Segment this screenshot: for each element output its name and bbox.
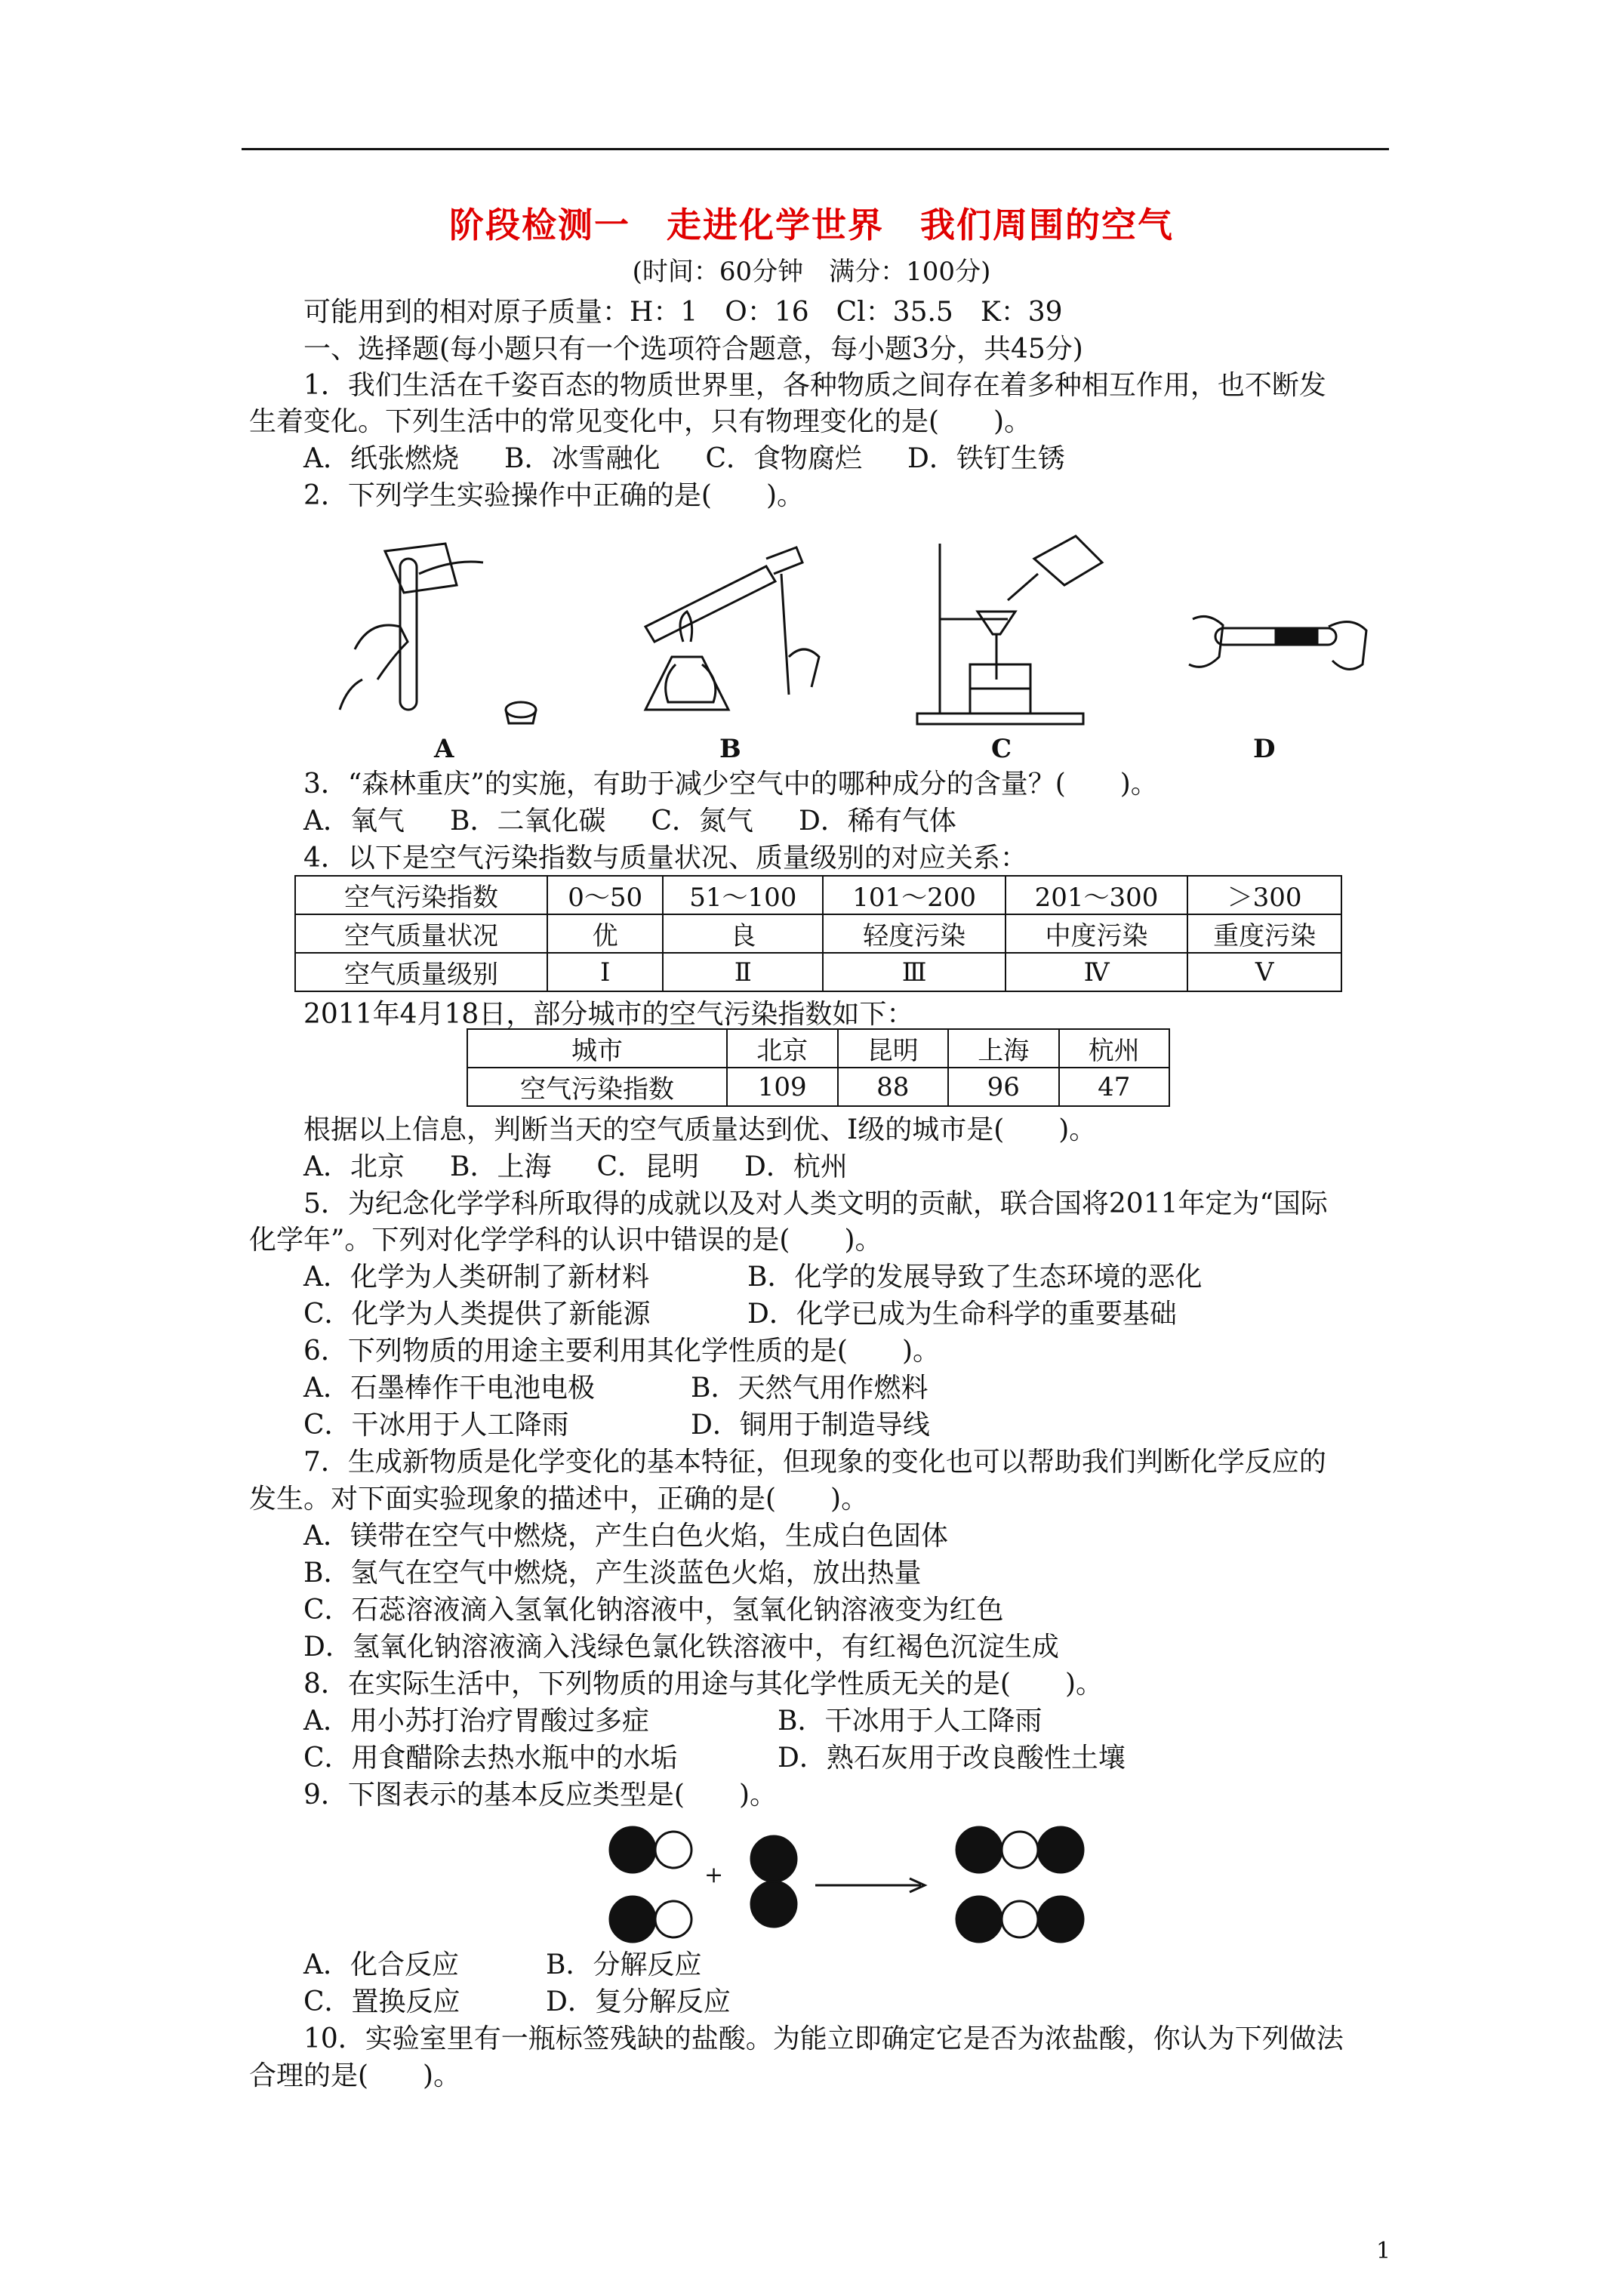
table-cell: 96 [948, 1068, 1059, 1106]
q1-option-d: D．铁钉生锈 [907, 443, 1065, 474]
q4-option-d: D．杭州 [744, 1151, 848, 1182]
q5-option-b: B．化学的发展导致了生态环境的恶化 [747, 1262, 1203, 1293]
table-cell: Ⅲ [823, 953, 1005, 991]
q5-stem-line2: 化学年”。下列对化学学科的认识中错误的是( )。 [249, 1225, 882, 1256]
table-cell: 空气质量级别 [295, 953, 547, 991]
q4-option-a: A．北京 [303, 1151, 405, 1182]
table-row [295, 953, 1341, 991]
figure-label-c: C [991, 734, 1012, 764]
q4-option-c: C．昆明 [596, 1151, 700, 1182]
table-cell: 城市 [467, 1029, 727, 1068]
q6-option-b: B．天然气用作燃料 [691, 1373, 929, 1404]
q10-stem-line1: 10．实验室里有一瓶标签残缺的盐酸。为能立即确定它是否为浓盐酸，你认为下列做法 [303, 2023, 1344, 2054]
table-cell: 51～100 [663, 876, 823, 914]
table-row [295, 876, 1341, 914]
q10-stem-line2: 合理的是( )。 [249, 2060, 461, 2091]
table-cell: Ⅱ [663, 953, 823, 991]
table-cell: 47 [1059, 1068, 1170, 1106]
q3-option-d: D．稀有气体 [799, 806, 956, 837]
q6-option-a: A．石墨棒作干电池电极 [303, 1373, 595, 1404]
q1-options [303, 437, 1065, 476]
table-cell: Ⅴ [1187, 953, 1341, 991]
table-cell: 201～300 [1006, 876, 1187, 914]
table-cell: 109 [727, 1068, 838, 1106]
table-cell: 空气污染指数 [467, 1068, 727, 1106]
q5-option-c: C．化学为人类提供了新能源 [303, 1299, 651, 1330]
table-cell: Ⅰ [547, 953, 663, 991]
q1-option-a: A．纸张燃烧 [303, 443, 459, 474]
lab-figure-c [902, 529, 1121, 732]
table-cell: 重度污染 [1187, 914, 1341, 953]
q3-stem: 3．“森林重庆”的实施，有助于减少空气中的哪种成分的含量？( )。 [303, 769, 1158, 800]
q7-stem-line2: 发生。对下面实验现象的描述中，正确的是( )。 [249, 1484, 869, 1515]
q8-option-b: B．干冰用于人工降雨 [778, 1706, 1042, 1737]
q1-stem-line1: 1．我们生活在千姿百态的物质世界里，各种物质之间存在着多种相互作用，也不断发 [303, 370, 1326, 401]
page-title: 阶段检测一 走进化学世界 我们周围的空气 [449, 205, 1174, 245]
table-cell: 101～200 [823, 876, 1005, 914]
city-index-table [467, 1028, 1170, 1107]
lab-figure-d [1178, 589, 1374, 710]
table-cell: 中度污染 [1006, 914, 1187, 953]
q8-option-d: D．熟石灰用于改良酸性土壤 [778, 1743, 1126, 1774]
table-cell: ＞300 [1187, 876, 1341, 914]
q2-stem: 2．下列学生实验操作中正确的是( )。 [303, 480, 804, 511]
figure-label-d: D [1253, 734, 1276, 764]
q7-option-d: D．氢氧化钠溶液滴入浅绿色氯化铁溶液中，有红褐色沉淀生成 [303, 1632, 1059, 1663]
table-row [295, 914, 1341, 953]
q7-stem-line1: 7．生成新物质是化学变化的基本特征，但现象的变化也可以帮助我们判断化学反应的 [303, 1447, 1326, 1478]
table-cell: 88 [838, 1068, 949, 1106]
q7-option-b: B．氢气在空气中燃烧，产生淡蓝色火焰，放出热量 [303, 1558, 922, 1589]
q6-option-d: D．铜用于制造导线 [691, 1410, 930, 1441]
reaction-diagram [604, 1821, 1087, 1957]
q4-stem: 4．以下是空气污染指数与质量状况、质量级别的对应关系： [303, 843, 1027, 874]
table-cell: Ⅳ [1006, 953, 1187, 991]
page-number: 1 [1376, 2238, 1391, 2264]
q4-option-b: B．上海 [450, 1151, 552, 1182]
q5-option-d: D．化学已成为生命科学的重要基础 [747, 1299, 1177, 1330]
q4-question: 根据以上信息，判断当天的空气质量达到优、Ⅰ级的城市是( )。 [303, 1114, 1097, 1145]
q9-option-d: D．复分解反应 [546, 1986, 731, 2017]
q1-option-b: B．冰雪融化 [504, 443, 661, 474]
pollution-index-table [294, 875, 1342, 992]
q7-option-c: C．石蕊溶液滴入氢氧化钠溶液中，氢氧化钠溶液变为红色 [303, 1595, 1004, 1626]
figure-label-b: B [719, 734, 741, 764]
q6-option-c: C．干冰用于人工降雨 [303, 1410, 569, 1441]
header-rule [242, 148, 1389, 150]
figure-label-a: A [434, 734, 454, 764]
q3-option-b: B．二氧化碳 [450, 806, 606, 837]
table-cell: 杭州 [1059, 1029, 1170, 1068]
table-cell: 上海 [948, 1029, 1059, 1068]
reaction-plus: + [704, 1862, 724, 1888]
section-heading: 一、选择题(每小题只有一个选项符合题意，每小题3分，共45分) [303, 334, 1083, 365]
table-cell: 优 [547, 914, 663, 953]
q9-option-a: A．化合反应 [303, 1949, 459, 1980]
q5-stem-line1: 5．为纪念化学学科所取得的成就以及对人类文明的贡献，联合国将2011年定为“国际 [303, 1188, 1328, 1219]
q4-date-line: 2011年4月18日，部分城市的空气污染指数如下： [303, 999, 914, 1030]
table-cell: 空气污染指数 [295, 876, 547, 914]
q9-option-c: C．置换反应 [303, 1986, 460, 2017]
table-cell: 良 [663, 914, 823, 953]
q3-options [303, 800, 956, 838]
table-row [467, 1029, 1169, 1068]
table-cell: 昆明 [838, 1029, 949, 1068]
q9-stem: 9．下图表示的基本反应类型是( )。 [303, 1780, 777, 1811]
lab-figure-a [332, 529, 559, 732]
q8-option-c: C．用食醋除去热水瓶中的水垢 [303, 1743, 678, 1774]
q8-option-a: A．用小苏打治疗胃酸过多症 [303, 1706, 649, 1737]
q6-stem: 6．下列物质的用途主要利用其化学性质的是( )。 [303, 1336, 940, 1367]
table-cell: 空气质量状况 [295, 914, 547, 953]
table-cell: 0～50 [547, 876, 663, 914]
table-row [467, 1068, 1169, 1106]
q4-options [303, 1145, 848, 1184]
q3-option-a: A．氧气 [303, 806, 405, 837]
page-subtitle: (时间：60分钟 满分：100分) [632, 257, 991, 287]
q5-option-a: A．化学为人类研制了新材料 [303, 1262, 649, 1293]
table-cell: 北京 [727, 1029, 838, 1068]
atomic-masses: 可能用到的相对原子质量：H：1 O：16 Cl：35.5 K：39 [303, 297, 1063, 328]
q8-stem: 8．在实际生活中，下列物质的用途与其化学性质无关的是( )。 [303, 1669, 1103, 1700]
q3-option-c: C．氮气 [651, 806, 754, 837]
q1-stem-line2: 生着变化。下列生活中的常见变化中，只有物理变化的是( )。 [249, 406, 1032, 437]
lab-figure-b [630, 529, 834, 732]
q1-option-c: C．食物腐烂 [705, 443, 863, 474]
q9-option-b: B．分解反应 [546, 1949, 702, 1980]
table-cell: 轻度污染 [823, 914, 1005, 953]
q7-option-a: A．镁带在空气中燃烧，产生白色火焰，生成白色固体 [303, 1521, 948, 1552]
